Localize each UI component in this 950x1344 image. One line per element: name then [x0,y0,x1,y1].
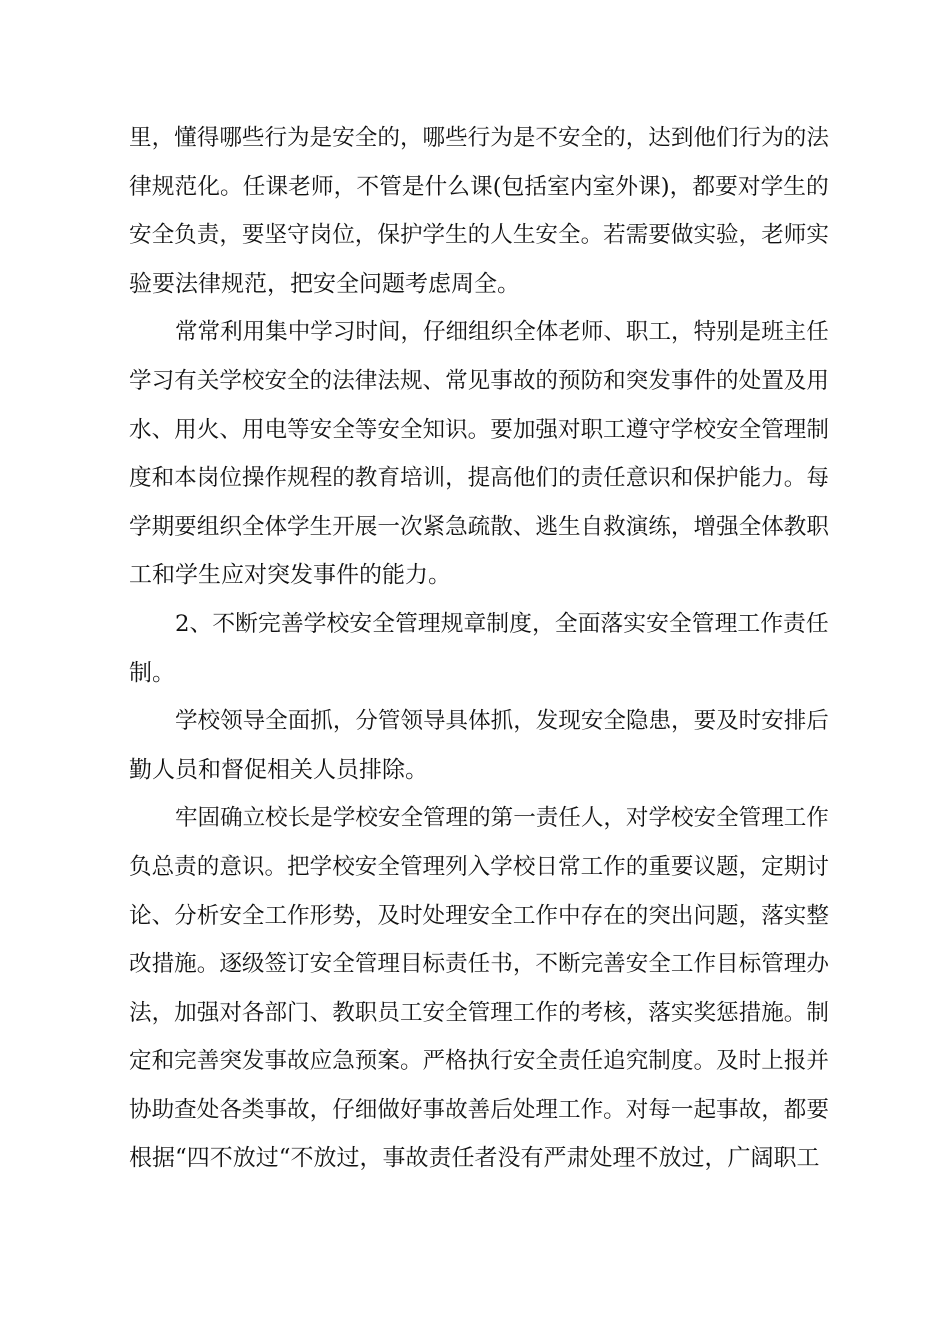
text-line: 安全负责，要坚守岗位，保护学生的人生安全。若需要做实验，老师实 [129,222,829,249]
text-line: 验要法律规范，把安全问题考虑周全。 [129,270,520,297]
text-line: 学期要组织全体学生开展一次紧急疏散、逃生自救演练，增强全体教职 [129,513,829,540]
text-line: 根据“四不放过“不放过，事故责任者没有严肃处理不放过，广阔职工 [129,1145,820,1172]
text-line: 勤人员和督促相关人员排除。 [129,756,428,783]
text-line: 水、用火、用电等安全等安全知识。要加强对职工遵守学校安全管理制 [129,416,829,443]
text-line: 常常利用集中学习时间，仔细组织全体老师、职工，特别是班主任 [175,319,829,346]
text-line: 里，懂得哪些行为是安全的，哪些行为是不安全的，达到他们行为的法 [129,125,829,151]
text-line: 制。 [129,659,175,686]
text-line: 度和本岗位操作规程的教育培训，提高他们的责任意识和保护能力。每 [129,465,829,492]
text-line: 牢固确立校长是学校安全管理的第一责任人，对学校安全管理工作 [175,805,829,832]
text-line: 协助查处各类事故，仔细做好事故善后处理工作。对每一起事故，都要 [129,1096,829,1123]
text-line: 工和学生应对突发事件的能力。 [129,562,451,589]
text-line: 2、不断完善学校安全管理规章制度，全面落实安全管理工作责任 [175,610,829,637]
text-line: 律规范化。任课老师，不管是什么课(包括室内室外课)，都要对学生的 [129,173,829,200]
text-line: 负总责的意识。把学校安全管理列入学校日常工作的重要议题，定期讨 [129,853,829,880]
text-line: 学习有关学校安全的法律法规、常见事故的预防和突发事件的处置及用 [129,367,829,394]
text-line: 学校领导全面抓，分管领导具体抓，发现安全隐患，要及时安排后 [175,708,829,735]
text-line: 论、分析安全工作形势，及时处理安全工作中存在的突出问题，落实整 [129,902,829,929]
text-line: 改措施。逐级签订安全管理目标责任书，不断完善安全工作目标管理办 [129,951,829,978]
document-body [129,114,829,1183]
text-line: 定和完善突发事故应急预案。严格执行安全责任追究制度。及时上报并 [129,1048,829,1075]
text-line: 法，加强对各部门、教职员工安全管理工作的考核，落实奖惩措施。制 [129,999,829,1026]
